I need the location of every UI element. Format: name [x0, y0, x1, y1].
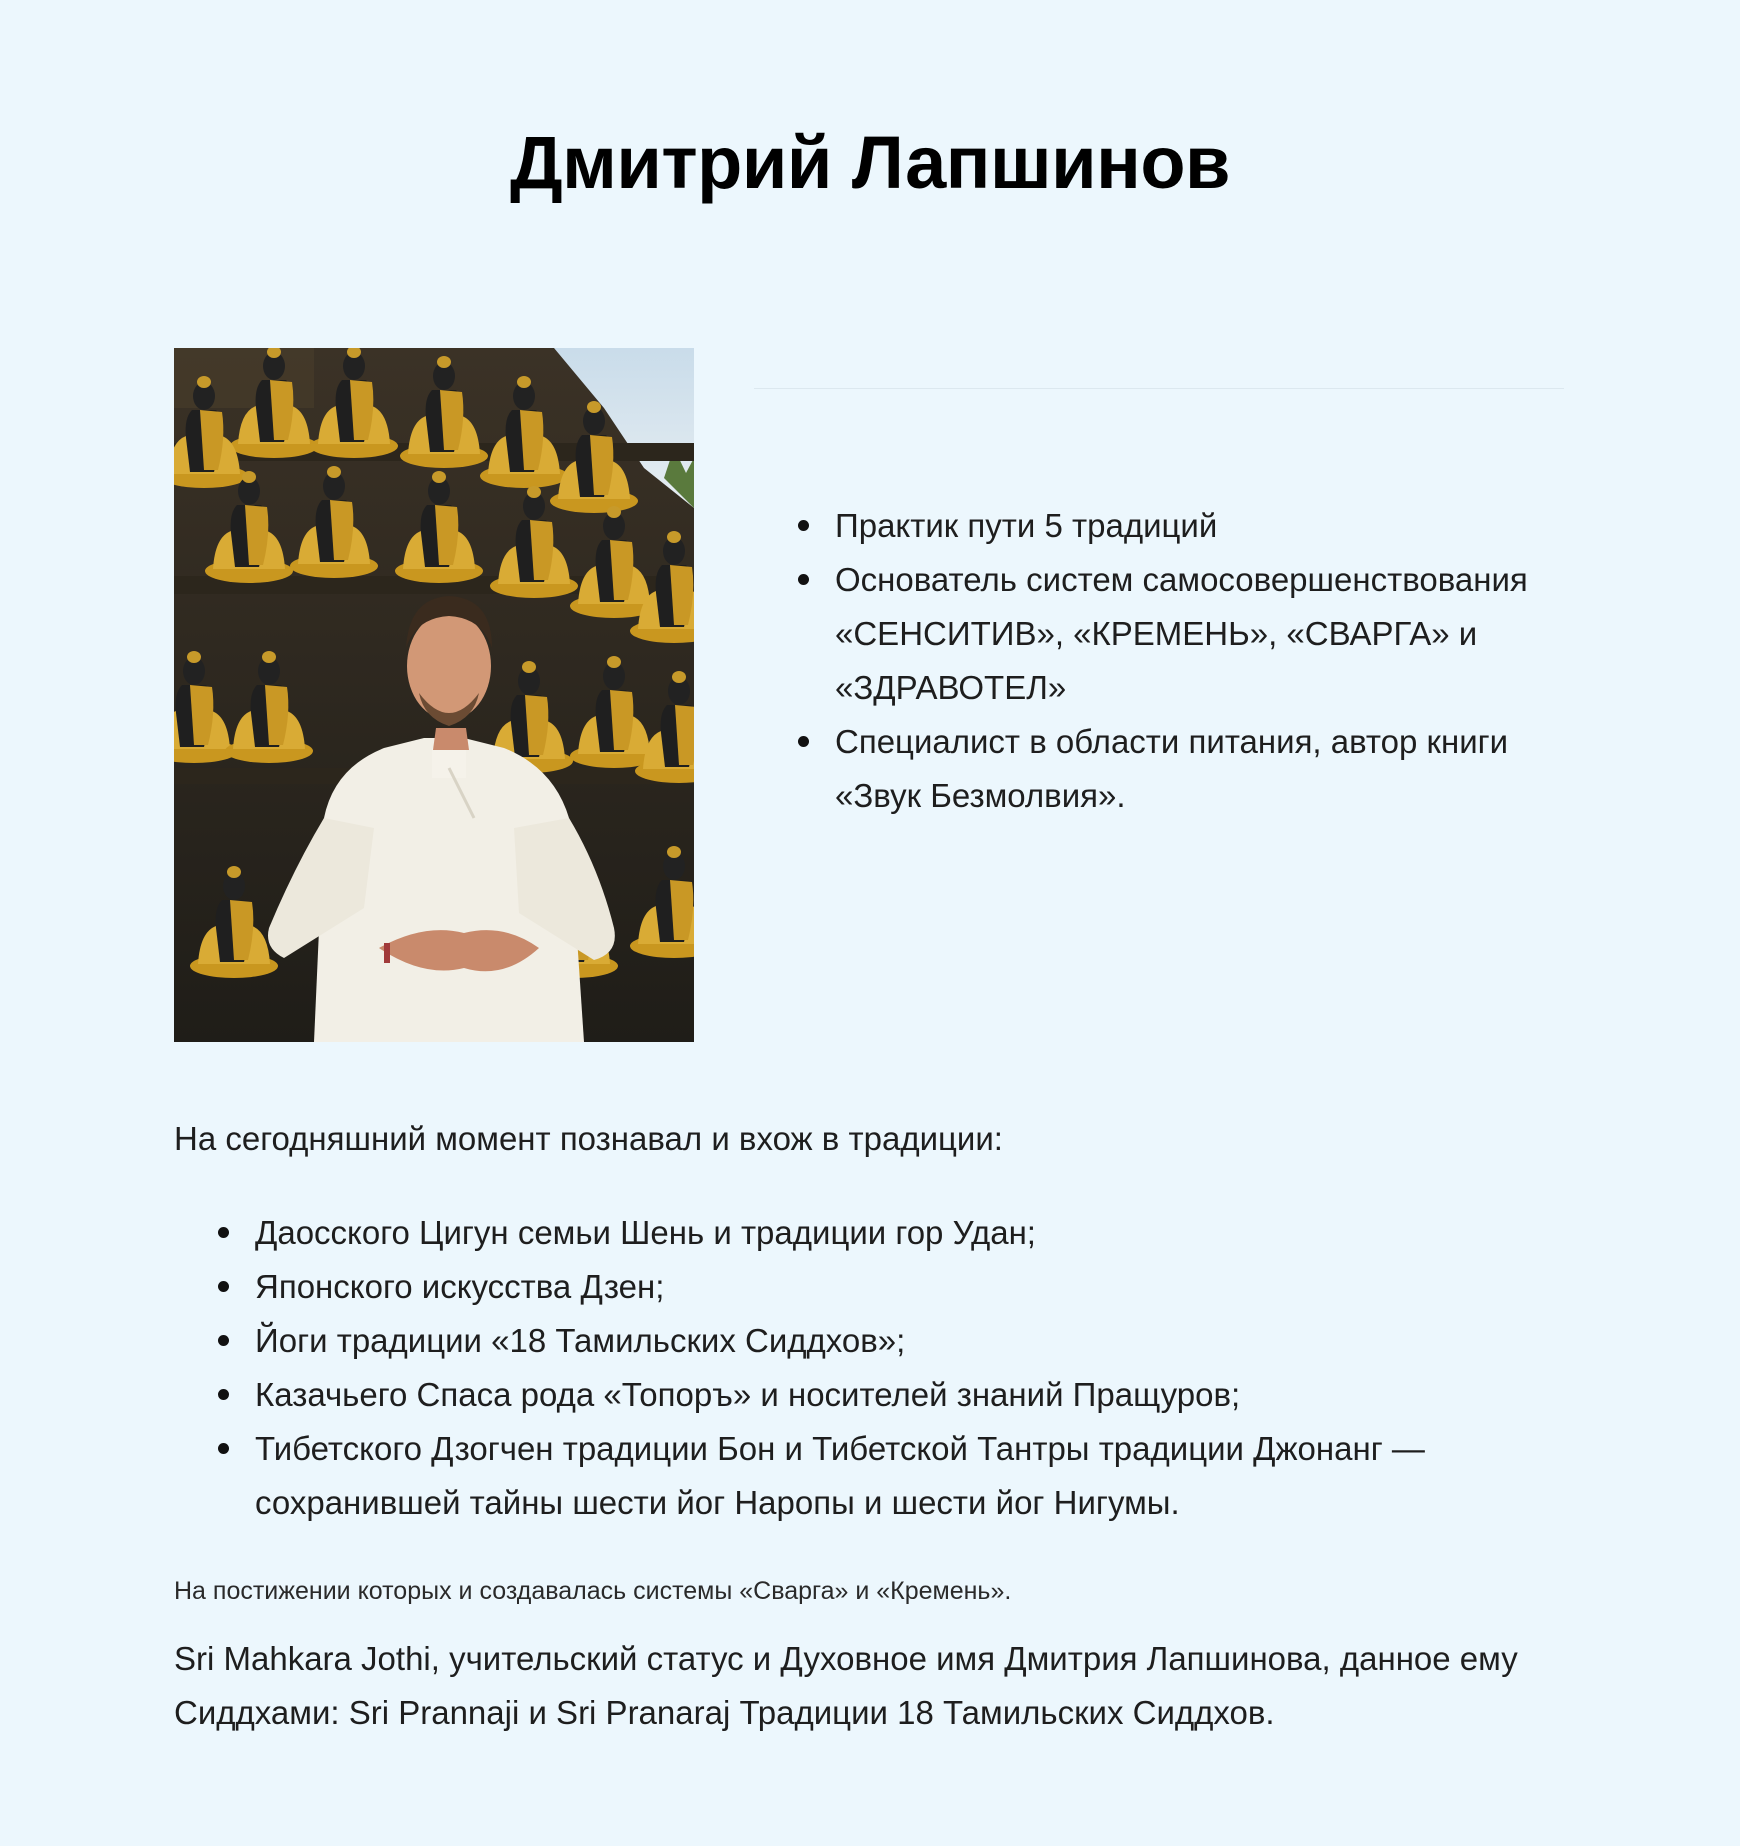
bio-item: Специалист в области питания, автор книги «Звук Безмолвия». — [835, 715, 1535, 823]
tradition-item: Йоги традиции «18 Тамильских Сиддхов»; — [255, 1314, 1575, 1368]
bio-list — [835, 499, 1535, 823]
tradition-item: Даосского Цигун семьи Шень и традиции гор Удан; — [255, 1206, 1575, 1260]
bio-item: Практик пути 5 традиций — [835, 499, 1535, 553]
tradition-item: Тибетского Дзогчен традиции Бон и Тибетской Тантры традиции Джонанг — сохранившей тайны шести йог Наропы и шести йог Нигумы. — [255, 1422, 1575, 1530]
bio-item: Основатель систем самосовершенствования «СЕНСИТИВ», «КРЕМЕНЬ», «СВАРГА» и «ЗДРАВОТЕЛ» — [835, 553, 1535, 715]
tradition-item: Японского искусства Дзен; — [255, 1260, 1575, 1314]
traditions-intro: На сегодняшний момент познавал и вхож в традиции: — [174, 1120, 1003, 1157]
traditions-list — [255, 1206, 1575, 1530]
systems-note: На постижении которых и создавалась системы «Сварга» и «Кремень». — [174, 1577, 1012, 1605]
tradition-item: Казачьего Спаса рода «Топоръ» и носителей знаний Пращуров; — [255, 1368, 1575, 1422]
spiritual-name-paragraph: Sri Mahkara Jothi, учительский статус и Духовное имя Дмитрия Лапшинова, данное ему Сиддхами: Sri Prannaji и Sri Pranaraj Традиции 18 Тамильских Сиддхов. — [174, 1640, 1518, 1731]
divider — [754, 388, 1564, 389]
portrait-photo — [174, 348, 694, 1042]
page-title: Дмитрий Лапшинов — [509, 121, 1231, 204]
